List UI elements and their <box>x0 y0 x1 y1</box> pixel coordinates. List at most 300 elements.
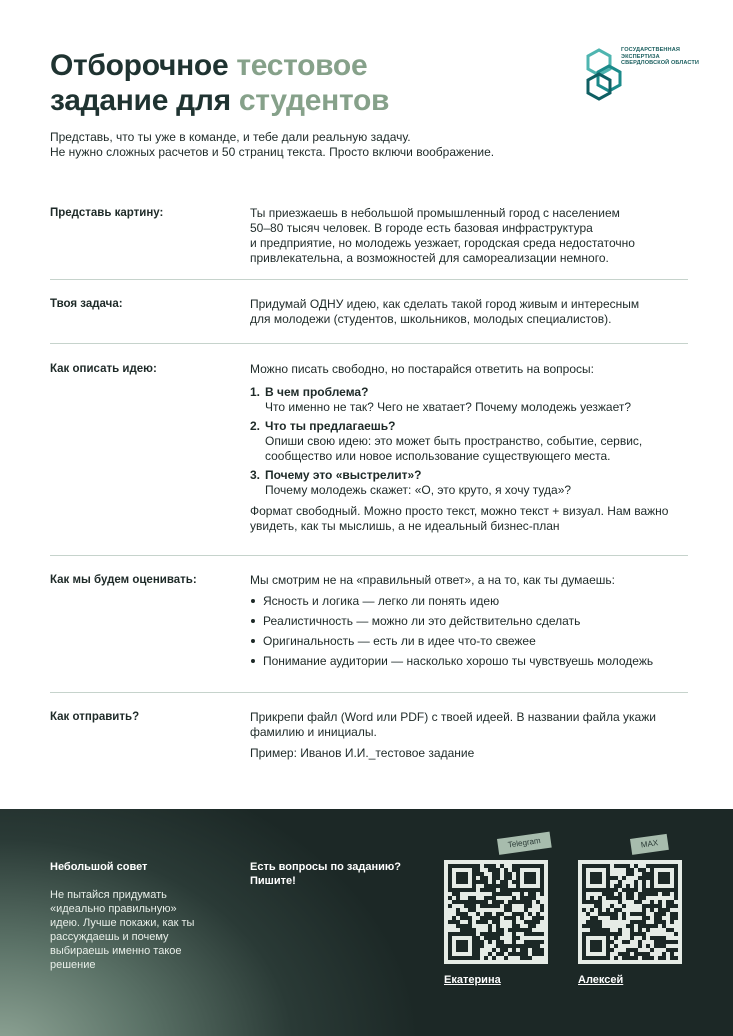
qr-module <box>512 896 516 900</box>
qr-module <box>614 932 618 936</box>
tip-line: Не пытайся придумать <box>50 889 167 901</box>
qr-module <box>492 888 496 892</box>
qr-module <box>650 904 654 908</box>
question-number: 1. <box>250 385 261 399</box>
qr-module <box>492 868 496 872</box>
tip-line: «идеально правильную» <box>50 903 177 915</box>
qr-module <box>464 912 468 916</box>
qr-module <box>472 900 476 904</box>
qr-module <box>654 912 658 916</box>
qr-module <box>484 884 488 888</box>
qr-module <box>630 928 634 932</box>
page-title <box>50 48 389 118</box>
qr-module <box>646 916 650 920</box>
qr-module <box>480 916 484 920</box>
question-number: 2. <box>250 419 261 433</box>
qr-module <box>614 864 618 868</box>
qr-module <box>524 956 528 960</box>
qr-module <box>476 956 480 960</box>
qr-module <box>658 900 662 904</box>
qr-module <box>610 912 614 916</box>
qr-module <box>460 916 464 920</box>
criteria-item <box>250 634 690 649</box>
qr-module <box>496 920 500 924</box>
text-line: привлекательна, а возможностей для самореализации немного. <box>250 251 609 265</box>
intro-line: Представь, что ты уже в команде, и тебе дали реальную задачу. <box>50 130 411 144</box>
qr-module <box>520 900 524 904</box>
qr-module <box>646 928 650 932</box>
section-content <box>250 362 690 534</box>
qr-module <box>630 892 634 896</box>
qr-module <box>666 900 670 904</box>
qr-module <box>484 920 488 924</box>
divider <box>50 279 688 280</box>
qr-module <box>590 924 594 928</box>
qr-module <box>540 904 544 908</box>
qr-module <box>448 896 452 900</box>
qr-module <box>484 904 488 908</box>
telegram-tag: Telegram <box>497 832 552 855</box>
qr-module <box>532 916 536 920</box>
qr-module <box>582 924 586 928</box>
qr-module <box>536 944 540 948</box>
qr-module <box>500 912 504 916</box>
question-item <box>250 468 690 498</box>
qr-module <box>524 932 528 936</box>
qr-module <box>634 932 638 936</box>
qr-module <box>532 924 536 928</box>
qr-module <box>508 944 512 948</box>
text-line: Ты приезжаешь в небольшой промышленный город с населением <box>250 206 620 220</box>
qr-module <box>650 900 654 904</box>
qr-module <box>626 884 630 888</box>
qr-module <box>532 952 536 956</box>
text-line: Придумай ОДНУ идею, как сделать такой город живым и интересным <box>250 297 640 311</box>
qr-module <box>488 864 492 868</box>
qr-module <box>606 896 610 900</box>
qr-module <box>618 928 622 932</box>
qr-module <box>582 892 586 896</box>
qr-module <box>528 896 532 900</box>
section-content <box>250 297 690 327</box>
contact-name-link[interactable]: Алексей <box>578 974 624 986</box>
qr-module <box>666 928 670 932</box>
qr-module <box>488 912 492 916</box>
question-text: сообщество или новое использование существующего места. <box>265 449 611 463</box>
qr-module <box>484 932 488 936</box>
qr-module <box>586 912 590 916</box>
qr-module <box>532 944 536 948</box>
question-text: Опиши свою идею: это может быть пространство, событие, сервис, <box>265 434 643 448</box>
qr-module <box>496 916 500 920</box>
qr-module <box>610 888 614 892</box>
qr-module <box>468 896 472 900</box>
qr-module <box>630 932 634 936</box>
section-label: Как описать идею: <box>50 363 157 375</box>
qr-module <box>622 904 626 908</box>
qr-module <box>610 896 614 900</box>
tip-text <box>50 888 225 972</box>
qr-module <box>516 936 520 940</box>
qr-module <box>536 948 540 952</box>
qr-module <box>500 944 504 948</box>
max-qr-code[interactable] <box>578 860 682 964</box>
qr-module <box>614 944 618 948</box>
qr-module <box>520 928 524 932</box>
qr-module <box>622 876 626 880</box>
qr-module <box>508 908 512 912</box>
qr-module <box>528 928 532 932</box>
qr-module <box>488 904 492 908</box>
question-item <box>250 419 690 464</box>
qr-module <box>500 900 504 904</box>
qr-module <box>448 920 452 924</box>
qr-module <box>488 940 492 944</box>
qr-module <box>464 916 468 920</box>
qr-module <box>488 936 492 940</box>
qr-module <box>520 912 524 916</box>
qr-module <box>512 924 516 928</box>
qr-module <box>452 892 456 896</box>
section-label: Как отправить? <box>50 711 140 723</box>
qr-module <box>618 896 622 900</box>
qr-module <box>634 956 638 960</box>
questions-line: Пишите! <box>250 875 296 887</box>
qr-module <box>634 864 638 868</box>
qr-module <box>472 896 476 900</box>
tip-block <box>50 860 225 972</box>
bullet-icon <box>251 639 255 643</box>
qr-module <box>626 896 630 900</box>
qr-module <box>638 892 642 896</box>
qr-module <box>516 900 520 904</box>
qr-module <box>638 896 642 900</box>
qr-module <box>614 896 618 900</box>
questions-line: Есть вопросы по заданию? <box>250 861 401 873</box>
qr-module <box>634 884 638 888</box>
qr-module <box>492 936 496 940</box>
qr-module <box>670 920 674 924</box>
qr-module <box>606 912 610 916</box>
qr-module <box>504 872 508 876</box>
bullet-icon <box>251 599 255 603</box>
qr-module <box>528 940 532 944</box>
qr-module <box>618 864 622 868</box>
qr-module <box>622 916 626 920</box>
qr-module <box>504 948 508 952</box>
qr-module <box>524 904 528 908</box>
qr-module <box>476 936 480 940</box>
qr-module <box>582 908 586 912</box>
qr-module <box>484 916 488 920</box>
qr-module <box>622 864 626 868</box>
qr-module <box>666 908 670 912</box>
qr-module <box>456 924 460 928</box>
qr-module <box>598 904 602 908</box>
qr-module <box>536 952 540 956</box>
qr-module <box>598 920 602 924</box>
qr-module <box>484 880 488 884</box>
qr-module <box>512 864 516 868</box>
qr-module <box>610 948 614 952</box>
qr-module <box>598 908 602 912</box>
qr-module <box>496 928 500 932</box>
qr-module <box>524 900 528 904</box>
qr-module <box>610 940 614 944</box>
qr-module <box>650 936 654 940</box>
qr-module <box>662 892 666 896</box>
qr-module <box>618 900 622 904</box>
qr-module <box>488 932 492 936</box>
qr-module <box>508 900 512 904</box>
qr-module <box>606 908 610 912</box>
question-list <box>250 385 690 498</box>
qr-module <box>614 956 618 960</box>
qr-module <box>512 952 516 956</box>
qr-module <box>638 928 642 932</box>
tip-title: Небольшой совет <box>50 861 148 873</box>
qr-module <box>520 916 524 920</box>
qr-module <box>504 956 508 960</box>
qr-module <box>642 876 646 880</box>
qr-module <box>508 904 512 908</box>
qr-module <box>618 908 622 912</box>
section-label: Как мы будем оценивать: <box>50 574 197 586</box>
bullet-icon <box>251 619 255 623</box>
qr-module <box>662 920 666 924</box>
qr-module <box>484 912 488 916</box>
text-line: Пример: Иванов И.И._тестовое задание <box>250 746 475 760</box>
qr-module <box>520 956 524 960</box>
qr-module <box>468 928 472 932</box>
qr-module <box>484 956 488 960</box>
qr-module <box>504 884 508 888</box>
qr-module <box>622 956 626 960</box>
divider <box>50 692 688 693</box>
qr-module <box>512 936 516 940</box>
qr-module <box>654 924 658 928</box>
qr-module <box>598 900 602 904</box>
qr-module <box>642 892 646 896</box>
qr-module <box>626 924 630 928</box>
qr-module <box>460 928 464 932</box>
question-item <box>250 385 690 415</box>
qr-module <box>674 892 678 896</box>
qr-module <box>512 920 516 924</box>
qr-module <box>480 920 484 924</box>
qr-module <box>658 920 662 924</box>
qr-module <box>520 944 524 948</box>
qr-module <box>670 928 674 932</box>
qr-module <box>492 872 496 876</box>
qr-module <box>626 888 630 892</box>
qr-module <box>634 900 638 904</box>
qr-module <box>476 920 480 924</box>
qr-module <box>468 924 472 928</box>
qr-module <box>642 920 646 924</box>
qr-module <box>468 916 472 920</box>
qr-module <box>528 944 532 948</box>
qr-module <box>536 920 540 924</box>
section-label: Твоя задача: <box>50 298 123 310</box>
text-line: Прикрепи файл (Word или PDF) с твоей идеей. В названии файла укажи <box>250 710 656 724</box>
qr-module <box>452 900 456 904</box>
qr-module <box>630 924 634 928</box>
criteria-text: Понимание аудитории — насколько хорошо ты чувствуешь молодежь <box>263 654 654 668</box>
qr-module <box>622 952 626 956</box>
qr-module <box>492 932 496 936</box>
qr-module <box>492 916 496 920</box>
qr-module <box>500 932 504 936</box>
qr-module <box>476 864 480 868</box>
qr-module <box>516 924 520 928</box>
qr-module <box>520 896 524 900</box>
qr-module <box>614 916 618 920</box>
qr-module <box>500 888 504 892</box>
qr-module <box>540 952 544 956</box>
qr-module <box>528 892 532 896</box>
qr-module <box>646 924 650 928</box>
qr-module <box>638 952 642 956</box>
qr-module <box>496 952 500 956</box>
criteria-text: Реалистичность — можно ли это действительно сделать <box>263 614 581 628</box>
qr-module <box>488 868 492 872</box>
qr-module <box>586 900 590 904</box>
qr-module <box>464 904 468 908</box>
criteria-item <box>250 614 690 629</box>
question-title: Что ты предлагаешь? <box>265 419 396 433</box>
qr-module <box>638 932 642 936</box>
qr-module <box>586 920 590 924</box>
qr-module <box>602 928 606 932</box>
title-line2-accent: студентов <box>238 84 390 117</box>
text-line: 50–80 тысяч человек. В городе есть базовая инфраструктура <box>250 221 593 235</box>
tip-line: решение <box>50 959 96 971</box>
qr-module <box>528 920 532 924</box>
qr-module <box>480 940 484 944</box>
qr-module <box>654 920 658 924</box>
qr-module <box>472 904 476 908</box>
qr-module <box>524 940 528 944</box>
qr-module <box>476 868 480 872</box>
qr-module <box>642 884 646 888</box>
telegram-qr-code[interactable] <box>444 860 548 964</box>
section-content <box>250 206 690 266</box>
qr-module <box>500 948 504 952</box>
qr-module <box>492 892 496 896</box>
qr-module <box>654 916 658 920</box>
qr-module <box>524 896 528 900</box>
qr-module <box>508 876 512 880</box>
qr-module <box>634 948 638 952</box>
qr-module <box>484 888 488 892</box>
qr-module <box>654 936 658 940</box>
qr-module <box>520 948 524 952</box>
title-line2-dark: задание для <box>50 84 231 117</box>
qr-module <box>662 944 666 948</box>
qr-module <box>638 940 642 944</box>
qr-module <box>594 900 598 904</box>
text-line: Формат свободный. Можно просто текст, можно текст + визуал. Нам важно <box>250 504 669 518</box>
qr-module <box>496 872 500 876</box>
qr-module <box>646 872 650 876</box>
qr-module <box>504 904 508 908</box>
qr-module <box>528 932 532 936</box>
contact-name-link[interactable]: Екатерина <box>444 974 501 986</box>
qr-module <box>480 904 484 908</box>
qr-module <box>630 872 634 876</box>
qr-module <box>472 928 476 932</box>
qr-module <box>504 908 508 912</box>
qr-module <box>524 952 528 956</box>
qr-module <box>496 936 500 940</box>
qr-module <box>496 884 500 888</box>
qr-module <box>460 912 464 916</box>
qr-module <box>496 912 500 916</box>
qr-module <box>488 928 492 932</box>
qr-module <box>456 872 468 884</box>
qr-module <box>492 900 496 904</box>
qr-module <box>626 956 630 960</box>
qr-module <box>512 868 516 872</box>
logo-text: ГОСУДАРСТВЕННАЯ ЭКСПЕРТИЗА СВЕРДЛОВСКОЙ ОБЛАСТИ <box>621 47 700 67</box>
qr-module <box>618 880 622 884</box>
qr-module <box>630 920 634 924</box>
qr-module <box>532 920 536 924</box>
qr-module <box>638 924 642 928</box>
qr-module <box>512 944 516 948</box>
qr-module <box>476 952 480 956</box>
qr-module <box>618 892 622 896</box>
qr-module <box>590 928 594 932</box>
qr-module <box>638 944 642 948</box>
qr-module <box>496 904 500 908</box>
qr-module <box>590 900 594 904</box>
qr-module <box>582 900 586 904</box>
qr-module <box>488 924 492 928</box>
qr-module <box>528 900 532 904</box>
qr-module <box>456 920 460 924</box>
qr-module <box>654 904 658 908</box>
qr-module <box>638 900 642 904</box>
qr-module <box>532 948 536 952</box>
qr-module <box>658 912 662 916</box>
qr-module <box>630 896 634 900</box>
qr-module <box>646 876 650 880</box>
text-line: для молодежи (студентов, школьников, молодых специалистов). <box>250 312 612 326</box>
qr-module <box>654 892 658 896</box>
qr-module <box>488 884 492 888</box>
qr-module <box>626 952 630 956</box>
qr-module <box>456 908 460 912</box>
qr-module <box>622 888 626 892</box>
tip-line: выбираешь именно такое <box>50 945 182 957</box>
qr-module <box>594 916 598 920</box>
qr-module <box>500 928 504 932</box>
qr-module <box>630 888 634 892</box>
qr-module <box>594 928 598 932</box>
qr-module <box>476 940 480 944</box>
qr-module <box>520 952 524 956</box>
qr-module <box>492 876 496 880</box>
qr-module <box>496 932 500 936</box>
qr-module <box>492 896 496 900</box>
qr-module <box>476 872 480 876</box>
qr-module <box>670 904 674 908</box>
qr-module <box>480 876 484 880</box>
qr-module <box>590 896 594 900</box>
footer <box>0 809 733 1036</box>
